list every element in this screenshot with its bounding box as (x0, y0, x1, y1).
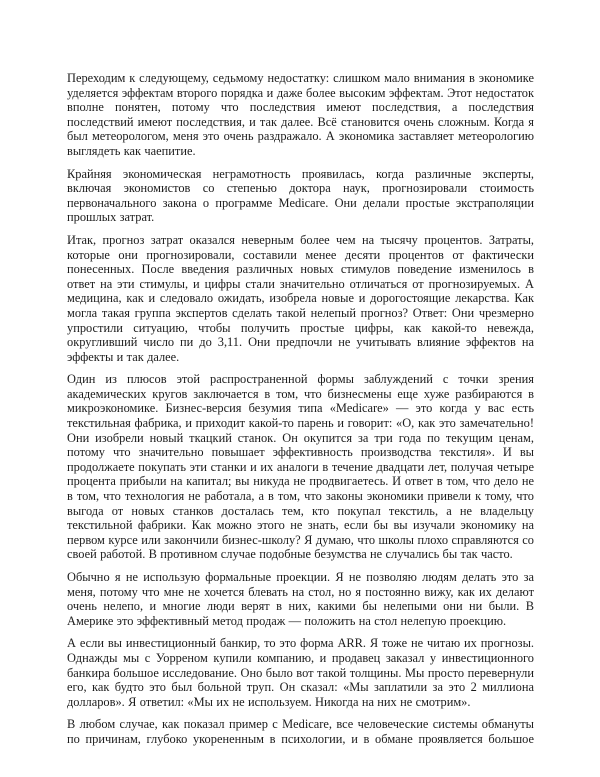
paragraph-6: А если вы инвестиционный банкир, то это форма ARR. Я тоже не читаю их прогнозы. Однажды мы с Уорреном купили компанию, и продавец заказал у инвестиционного банкира большое исследование. Оно было вот такой толщины. Мы просто перевернули его, как будто это был больной труп. Он сказал: «Мы заплатили за это 2 миллиона долларов». Я ответил: «Мы их не используем. Никогда на них не смотрим». (67, 636, 534, 709)
paragraph-3: Итак, прогноз затрат оказался неверным более чем на тысячу процентов. Затраты, которые они прогнозировали, составили менее десяти процентов от фактически понесенных. После введения различных новых стимулов поведение изменилось в ответ на эти стимулы, и цифры стали значительно отличаться от прогнозируемых. А медицина, как и следовало ожидать, изобрела новые и дорогостоящие лекарства. Как могла такая группа экспертов сделать такой нелепый прогноз? Ответ: Они чрезмерно упростили ситуацию, чтобы получить простые цифры, как какой-то невежда, округливший число пи до 3,11. Они предпочли не учитывать влияние эффектов на эффекты и так далее. (67, 232, 534, 364)
paragraph-2: Крайняя экономическая неграмотность проявилась, когда различные эксперты, включая экономистов со степенью доктора наук, прогнозировали стоимость первоначального закона о программе Medicare. Они делали простые экстраполяции прошлых затрат. (67, 166, 534, 225)
paragraph-7: В любом случае, как показал пример с Medicare, все человеческие системы обмануты по причинам, глубоко укорененным в психологии, и в обмане проявляется большое (67, 717, 534, 746)
page-text-block (67, 71, 534, 747)
paragraph-1: Переходим к следующему, седьмому недостатку: слишком мало внимания в экономике уделяется эффектам второго порядка и даже более высоким эффектам. Этот недостаток вполне понятен, потому что последствия имеют последствия, а последствия последствий имеют последствия, и так далее. Всё становится очень сложным. Когда я был метеорологом, меня это очень раздражало. А экономика заставляет метеорологию выглядеть как чаепитие. (67, 71, 534, 158)
paragraph-4: Один из плюсов этой распространенной формы заблуждений с точки зрения академических кругов заключается в том, что бизнесмены еще хуже разбираются в микроэкономике. Бизнес-версия безумия типа «Medicare» — это когда у вас есть текстильная фабрика, и приходит какой-то парень и говорит: «О, как это замечательно! Они изобрели новый ткацкий станок. Он окупится за три года по текущим ценам, потому что значительно повышает эффективность производства текстиля». И вы продолжаете покупать эти станки и их аналоги в течение двадцати лет, получая четыре процента прибыли на капитал; вы никуда не продвигаетесь. И ответ в том, что дело не в том, что технология не работала, а в том, что законы экономики привели к тому, что выгода от новых станков досталась тем, кто покупал текстиль, а не владельцу текстильной фабрики. Как можно этого не знать, если бы вы изучали экономику на первом курсе или закончили бизнес-школу? Я думаю, что школы плохо справляются со своей работой. В противном случае подобные безумства не случались бы так часто. (67, 372, 534, 562)
paragraph-5: Обычно я не использую формальные проекции. Я не позволяю людям делать это за меня, потому что мне не хочется блевать на стол, но я постоянно вижу, как их делают очень нелепо, и многие люди верят в них, какими бы нелепыми они ни были. В Америке это эффективный метод продаж — положить на стол нелепую проекцию. (67, 570, 534, 628)
